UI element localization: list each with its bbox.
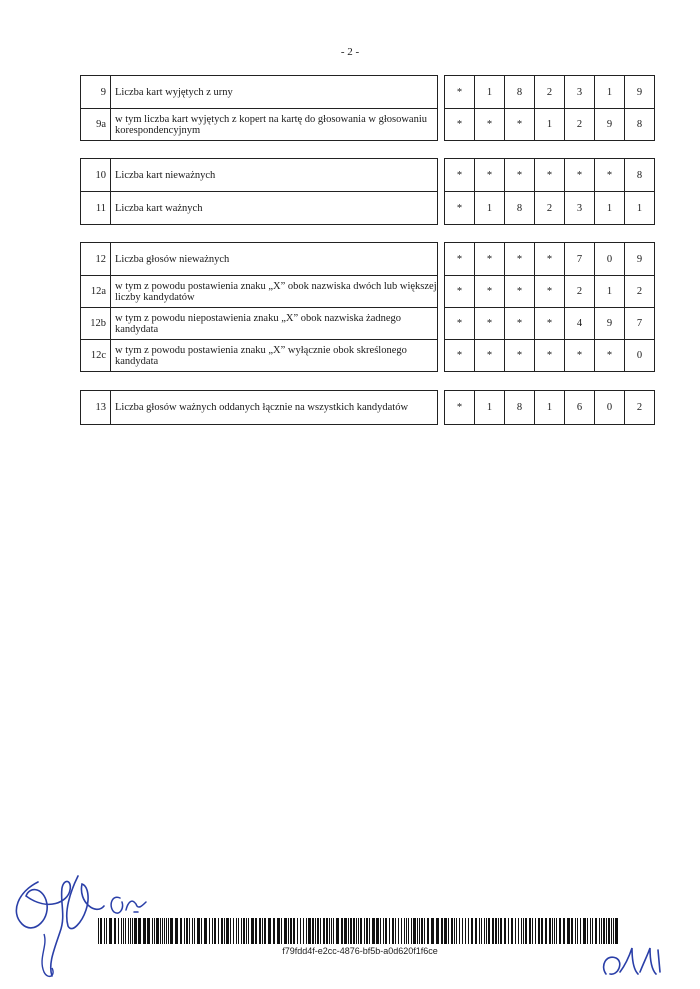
- digit-cell: 0: [595, 243, 625, 276]
- digit-cell: *: [505, 159, 535, 192]
- row-label: Liczba głosów nieważnych: [111, 243, 438, 276]
- digit-cell: *: [505, 276, 535, 308]
- row-number: 12c: [81, 340, 111, 372]
- barcode-bar: [333, 918, 334, 944]
- gap: [438, 109, 445, 141]
- page-number: - 2 -: [340, 46, 360, 58]
- barcode-bar: [601, 918, 602, 944]
- barcode-bar: [262, 918, 263, 944]
- barcode-bar: [504, 918, 506, 944]
- barcode-bar: [471, 918, 473, 944]
- barcode-bar: [303, 918, 304, 944]
- digit-cell: 1: [595, 276, 625, 308]
- barcode-bar: [358, 918, 359, 944]
- barcode-bar: [448, 918, 449, 944]
- digit-cell: 2: [535, 192, 565, 225]
- digit-cell: *: [445, 308, 475, 340]
- barcode-bar: [385, 918, 387, 944]
- barcode-bar: [484, 918, 485, 944]
- digit-cell: 3: [565, 76, 595, 109]
- barcode-bar: [372, 918, 375, 944]
- barcode-bar: [406, 918, 407, 944]
- row-label: w tym z powodu postawienia znaku „X” wyłącznie obok skreślonego kandydata: [111, 340, 438, 372]
- digit-cell: 1: [475, 76, 505, 109]
- row-label: w tym z powodu postawienia znaku „X” obok nazwiska dwóch lub większej liczby kandydatów: [111, 276, 438, 308]
- barcode-bar: [523, 918, 524, 944]
- barcode-bar: [166, 918, 167, 944]
- digit-cell: *: [535, 340, 565, 372]
- digit-cell: *: [475, 276, 505, 308]
- digit-cell: 9: [595, 109, 625, 141]
- barcode-bar: [170, 918, 173, 944]
- table-group-1: [80, 75, 655, 141]
- barcode-bar: [106, 918, 107, 944]
- digit-cell: *: [535, 243, 565, 276]
- barcode-bar: [383, 918, 384, 944]
- barcode-bar: [326, 918, 328, 944]
- barcode-bar: [320, 918, 321, 944]
- digit-cell: *: [445, 391, 475, 425]
- barcode-bar: [180, 918, 182, 944]
- barcode-bar: [395, 918, 396, 944]
- barcode-bar: [306, 918, 307, 944]
- barcode-bar: [575, 918, 576, 944]
- table-row: [81, 340, 655, 372]
- digit-cell: *: [535, 308, 565, 340]
- barcode-bar: [204, 918, 207, 944]
- barcode-bar: [366, 918, 368, 944]
- digit-cell: 8: [505, 192, 535, 225]
- digit-cell: 8: [625, 109, 655, 141]
- digit-cell: 2: [625, 391, 655, 425]
- digit-cell: 0: [595, 391, 625, 425]
- digit-cell: 0: [625, 340, 655, 372]
- barcode-bar: [541, 918, 543, 944]
- barcode-bar: [465, 918, 466, 944]
- barcode-bar: [603, 918, 605, 944]
- barcode-bar: [241, 918, 242, 944]
- barcode-bar: [123, 918, 124, 944]
- digit-cell: 1: [595, 76, 625, 109]
- barcode-bar: [128, 918, 129, 944]
- barcode-bar: [436, 918, 439, 944]
- table-row: [81, 391, 655, 425]
- row-label: Liczba głosów ważnych oddanych łącznie na wszystkich kandydatów: [111, 391, 438, 425]
- barcode-bar: [184, 918, 185, 944]
- barcode-bar: [293, 918, 295, 944]
- barcode-bar: [125, 918, 126, 944]
- barcode-bar: [424, 918, 425, 944]
- row-number: 12a: [81, 276, 111, 308]
- barcode-bar: [431, 918, 434, 944]
- digit-cell: 1: [475, 391, 505, 425]
- barcode-bar: [508, 918, 509, 944]
- gap: [438, 192, 445, 225]
- barcode-bar: [451, 918, 453, 944]
- digit-cell: 8: [505, 76, 535, 109]
- barcode-bar: [114, 918, 116, 944]
- barcode-bar: [468, 918, 469, 944]
- digit-cell: 7: [625, 308, 655, 340]
- digit-cell: *: [445, 276, 475, 308]
- barcode-bar: [567, 918, 570, 944]
- barcode-bar: [160, 918, 161, 944]
- barcode-bar: [138, 918, 141, 944]
- barcode-bar: [134, 918, 137, 944]
- barcode-bar: [230, 918, 231, 944]
- barcode-bar: [462, 918, 463, 944]
- barcode-bar: [479, 918, 480, 944]
- barcode-bar: [608, 918, 610, 944]
- barcode-bar: [535, 918, 536, 944]
- barcode-bar: [152, 918, 153, 944]
- barcode-bar: [214, 918, 216, 944]
- row-label: Liczba kart wyjętych z urny: [111, 76, 438, 109]
- row-number: 12b: [81, 308, 111, 340]
- barcode-bar: [488, 918, 490, 944]
- digit-cell: *: [445, 192, 475, 225]
- barcode-bar: [297, 918, 298, 944]
- barcode-bar: [389, 918, 390, 944]
- barcode-bar: [583, 918, 586, 944]
- digit-cell: *: [505, 243, 535, 276]
- barcode-bar: [529, 918, 531, 944]
- digit-cell: *: [535, 276, 565, 308]
- barcode-bar: [268, 918, 271, 944]
- barcode-bar: [521, 918, 522, 944]
- barcode-bar: [590, 918, 591, 944]
- barcode-bar: [248, 918, 249, 944]
- digit-cell: *: [505, 340, 535, 372]
- barcode-bar: [341, 918, 343, 944]
- barcode-bar: [580, 918, 581, 944]
- barcode-bar: [168, 918, 169, 944]
- barcode-bar: [599, 918, 600, 944]
- barcode-bar: [417, 918, 418, 944]
- barcode-bar: [100, 918, 102, 944]
- digit-cell: *: [565, 159, 595, 192]
- barcode-bar: [398, 918, 399, 944]
- barcode-bar: [273, 918, 275, 944]
- barcode-bar: [404, 918, 405, 944]
- barcode-bar: [162, 918, 163, 944]
- barcode-bar: [592, 918, 593, 944]
- digit-cell: 3: [565, 192, 595, 225]
- barcode-bar: [376, 918, 379, 944]
- row-number: 12: [81, 243, 111, 276]
- barcode-bar: [532, 918, 533, 944]
- barcode-bar: [475, 918, 477, 944]
- barcode-bar: [224, 918, 225, 944]
- barcode-bar: [369, 918, 370, 944]
- barcode-bar: [175, 918, 178, 944]
- digit-cell: 2: [565, 276, 595, 308]
- barcode-bar: [264, 918, 266, 944]
- barcode-bar: [209, 918, 210, 944]
- digit-cell: *: [565, 340, 595, 372]
- barcode-bar: [571, 918, 573, 944]
- barcode-bar: [427, 918, 429, 944]
- row-label: Liczba kart nieważnych: [111, 159, 438, 192]
- barcode-bar: [323, 918, 325, 944]
- barcode-bar: [441, 918, 443, 944]
- barcode-bar: [226, 918, 229, 944]
- digit-cell: 7: [565, 243, 595, 276]
- barcode-bar: [563, 918, 565, 944]
- barcode-bar: [300, 918, 301, 944]
- barcode-bar: [486, 918, 487, 944]
- digit-cell: 2: [565, 109, 595, 141]
- barcode-bar: [233, 918, 234, 944]
- barcode-bar: [360, 918, 362, 944]
- digit-cell: 1: [595, 192, 625, 225]
- row-label: Liczba kart ważnych: [111, 192, 438, 225]
- barcode-bar: [595, 918, 597, 944]
- barcode-bar: [109, 918, 112, 944]
- digit-cell: 1: [475, 192, 505, 225]
- barcode-bar: [459, 918, 460, 944]
- barcode-bar: [344, 918, 347, 944]
- barcode-bar: [559, 918, 561, 944]
- row-number: 10: [81, 159, 111, 192]
- table-group-3: [80, 242, 655, 372]
- barcode-bar: [615, 918, 618, 944]
- table-row: [81, 76, 655, 109]
- barcode-bar: [331, 918, 332, 944]
- table-row: [81, 243, 655, 276]
- barcode-bar: [290, 918, 292, 944]
- barcode-bar: [98, 918, 99, 944]
- barcode-bar: [218, 918, 219, 944]
- table-row: [81, 192, 655, 225]
- barcode-bar: [556, 918, 557, 944]
- digit-cell: 9: [625, 76, 655, 109]
- barcode-bar: [549, 918, 551, 944]
- barcode-bar: [255, 918, 257, 944]
- barcode-bar: [243, 918, 245, 944]
- digit-cell: 8: [625, 159, 655, 192]
- barcode-bar: [336, 918, 339, 944]
- table-group-4: [80, 390, 655, 425]
- digit-cell: *: [445, 340, 475, 372]
- barcode-bar: [212, 918, 213, 944]
- digit-cell: 9: [595, 308, 625, 340]
- row-number: 11: [81, 192, 111, 225]
- digit-cell: 8: [505, 391, 535, 425]
- barcode-bar: [554, 918, 555, 944]
- barcode-bar: [104, 918, 105, 944]
- digit-cell: *: [445, 159, 475, 192]
- barcode-bar: [308, 918, 311, 944]
- digit-cell: *: [475, 109, 505, 141]
- barcode-bar: [380, 918, 381, 944]
- barcode-bar: [606, 918, 607, 944]
- barcode-bar: [147, 918, 150, 944]
- gap: [438, 76, 445, 109]
- digit-cell: *: [445, 76, 475, 109]
- digit-cell: *: [475, 159, 505, 192]
- barcode-bar: [392, 918, 394, 944]
- digit-cell: 4: [565, 308, 595, 340]
- table-row: [81, 109, 655, 141]
- digit-cell: *: [475, 308, 505, 340]
- barcode-bar: [515, 918, 516, 944]
- barcode-bar: [611, 918, 612, 944]
- digit-cell: *: [445, 243, 475, 276]
- barcode-bar: [500, 918, 502, 944]
- barcode-bar: [456, 918, 457, 944]
- barcode-bar: [143, 918, 146, 944]
- gap: [438, 391, 445, 425]
- barcode-bar: [538, 918, 540, 944]
- barcode-bar: [401, 918, 402, 944]
- barcode-bar: [221, 918, 223, 944]
- digit-cell: 1: [535, 391, 565, 425]
- row-label: w tym liczba kart wyjętych z kopert na kartę do głosowania w głosowaniu korespondencyjnym: [111, 109, 438, 141]
- gap: [438, 308, 445, 340]
- barcode-bar: [545, 918, 547, 944]
- table-row: [81, 276, 655, 308]
- barcode-bar: [281, 918, 282, 944]
- barcode-bar: [613, 918, 614, 944]
- barcode-bar: [156, 918, 159, 944]
- digit-cell: *: [595, 340, 625, 372]
- barcode-bar: [350, 918, 352, 944]
- barcode-bar: [315, 918, 316, 944]
- barcode-bar: [118, 918, 119, 944]
- digit-cell: 6: [565, 391, 595, 425]
- barcode-bar: [413, 918, 416, 944]
- barcode-bar: [154, 918, 155, 944]
- barcode-bar: [189, 918, 190, 944]
- barcode-bar: [238, 918, 239, 944]
- table-row: [81, 159, 655, 192]
- barcode-bar: [121, 918, 122, 944]
- barcode-bar: [587, 918, 588, 944]
- barcode-bar: [246, 918, 247, 944]
- barcode-bar: [312, 918, 314, 944]
- barcode-bar: [192, 918, 193, 944]
- barcode-bar: [356, 918, 357, 944]
- digit-cell: 2: [625, 276, 655, 308]
- digit-cell: 2: [535, 76, 565, 109]
- barcode-bar: [194, 918, 195, 944]
- digit-cell: 9: [625, 243, 655, 276]
- barcode-bar: [511, 918, 513, 944]
- barcode-bar: [364, 918, 365, 944]
- barcode-bar: [495, 918, 497, 944]
- barcode-text: f79fdd4f-e2cc-4876-bf5b-a0d620f1f6ce: [282, 946, 438, 956]
- barcode-bar: [284, 918, 287, 944]
- barcode-bar: [421, 918, 423, 944]
- digit-cell: *: [475, 243, 505, 276]
- barcode-bar: [419, 918, 420, 944]
- barcode-bar: [317, 918, 319, 944]
- digit-cell: *: [475, 340, 505, 372]
- barcode-bar: [444, 918, 447, 944]
- gap: [438, 276, 445, 308]
- table-group-2: [80, 158, 655, 225]
- digit-cell: *: [595, 159, 625, 192]
- barcode-bar: [197, 918, 200, 944]
- barcode-bar: [329, 918, 330, 944]
- barcode-bar: [454, 918, 455, 944]
- barcode-bar: [518, 918, 519, 944]
- digit-cell: *: [535, 159, 565, 192]
- row-number: 9a: [81, 109, 111, 141]
- barcode-bar: [201, 918, 202, 944]
- barcode-bar: [132, 918, 133, 944]
- row-number: 9: [81, 76, 111, 109]
- table-row: [81, 308, 655, 340]
- barcode-bar: [408, 918, 409, 944]
- barcode-bar: [411, 918, 412, 944]
- barcode-bar: [277, 918, 280, 944]
- gap: [438, 159, 445, 192]
- barcode-bar: [251, 918, 254, 944]
- gap: [438, 243, 445, 276]
- barcode-bar: [492, 918, 494, 944]
- barcode-bar: [288, 918, 289, 944]
- digit-cell: 1: [535, 109, 565, 141]
- barcode-bar: [353, 918, 355, 944]
- barcode-bar: [236, 918, 237, 944]
- digit-cell: *: [445, 109, 475, 141]
- digit-cell: *: [505, 109, 535, 141]
- gap: [438, 340, 445, 372]
- digit-cell: 1: [625, 192, 655, 225]
- row-number: 13: [81, 391, 111, 425]
- barcode-bar: [186, 918, 188, 944]
- barcode-bar: [577, 918, 578, 944]
- barcode-bar: [498, 918, 499, 944]
- barcode-bar: [348, 918, 349, 944]
- barcode-bar: [552, 918, 553, 944]
- barcode-bar: [525, 918, 527, 944]
- barcode-bar: [259, 918, 261, 944]
- barcode: [98, 918, 618, 944]
- barcode-bar: [481, 918, 482, 944]
- barcode-bar: [130, 918, 131, 944]
- barcode-bar: [164, 918, 165, 944]
- row-label: w tym z powodu niepostawienia znaku „X” obok nazwiska żadnego kandydata: [111, 308, 438, 340]
- digit-cell: *: [505, 308, 535, 340]
